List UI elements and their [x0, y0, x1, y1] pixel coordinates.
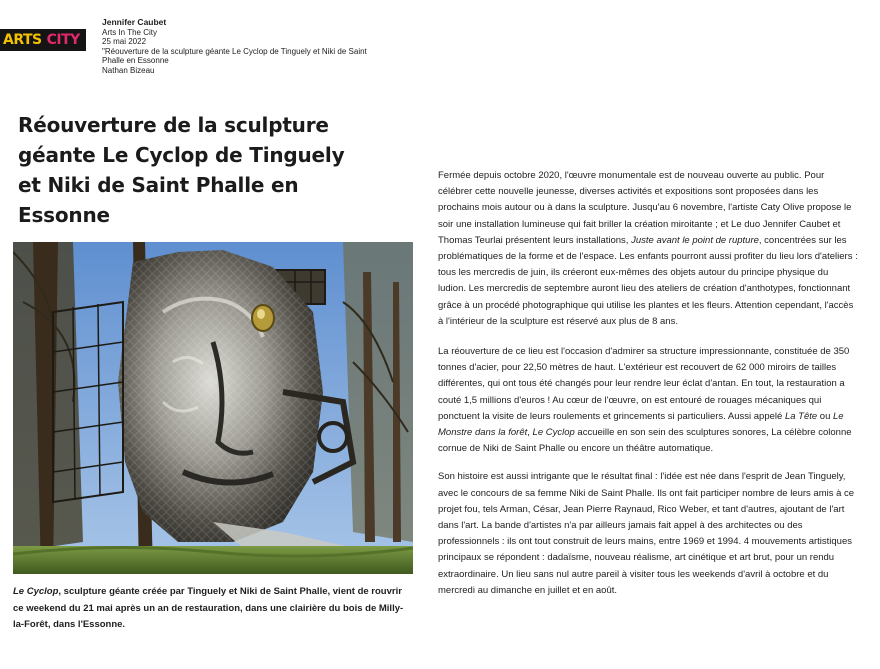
brand-logo-city: CITY	[46, 32, 80, 48]
p2-text-b: ou	[817, 410, 834, 422]
photo-caption	[13, 584, 413, 634]
cyclop-sculpture-photo	[13, 242, 413, 574]
p2-text-c: ,	[527, 427, 533, 439]
brand-logo	[0, 29, 86, 51]
author-name: Jennifer Caubet	[102, 17, 167, 27]
source-title: "Réouverture de la sculpture géante Le Cyclop de Tinguely et Niki de Saint Phalle en Essonne	[102, 46, 367, 66]
article-meta	[102, 18, 382, 76]
publication-name: Arts In The City	[102, 27, 157, 37]
article-paragraph-3: Son histoire est aussi intrigante que le résultat final : l'idée est née dans l'esprit de Jean Tinguely, avec le concours de sa femme Niki de Saint Phalle. Ils ont fait participer nombre de leurs amis à ce projet fou, tels Arman, César, Jean Pierre Raynaud, Rico Weber, et tant d'autres, ajoutant de l'art dans l'art. La bande d'artistes n'a par ailleurs jamais fait appel à des architectes ou des professionnels : ils ont tout construit de leurs mains, entre 1969 et 1994. 4 mouvements artistiques principaux se répondent : dadaïsme, nouveau réalisme, art cinétique et art brut, pour un rendu extraordinaire. Un lieu sans nul autre pareil à visiter tous les weekends d'avril à octobre et du mercredi au dimanche en juillet et en août.	[438, 471, 855, 596]
article-body	[438, 168, 858, 599]
brand-logo-arts: ARTS	[3, 32, 42, 48]
article-paragraph-2	[438, 344, 858, 457]
p2-text-a: La réouverture de ce lieu est l'occasion d'admirer sa structure impressionnante, constituée de 350 tonnes d'acier, pour 22,50 mètres de haut. L'extérieur est recouvert de 62 000 miroirs de tailles différentes, qui ont tous été changés pour leur rendre leur éclat d'antan. En tout, la restauration a couté 1,5 millions d'euros ! Au cœur de l'œuvre, on est entouré de rouages mécaniques qui ponctuent la visite de leurs roulements et grincements si particuliers. Aussi appelé	[438, 346, 850, 422]
photographer-name: Nathan Bizeau	[102, 65, 155, 75]
p1-text-a: Fermée depuis octobre 2020, l'œuvre monumentale est de nouveau ouverte au public. Pour célébrer cette nouvelle jeunesse, diverses activités et expositions sont proposées dans les prochains mois autour ou à dans la sculpture. Jusqu'au 6 novembre, l'artiste Caty Olive propose le soir une installation lumineuse qui fait briller la création miroitante ; et Le duo Jennifer Caubet et Thomas Teurlai présentent leurs installations,	[438, 170, 852, 246]
page-title: Réouverture de la sculpture géante Le Cyclop de Tinguely et Niki de Saint Phalle en Essonne	[18, 113, 345, 227]
publication-date: 25 mai 2022	[102, 37, 147, 47]
p2-alias-2: Le Monstre dans la forêt	[438, 410, 844, 439]
caption-text: , sculpture géante créée par Tinguely et Niki de Saint Phalle, vient de rouvrir ce weekend du 21 mai après un an de restauration, dans une clairière du bois de Milly-la-Forêt, dans l'Essonne.	[13, 586, 404, 630]
caption-work-title: Le Cyclop	[13, 586, 59, 597]
article-paragraph-1	[438, 168, 858, 332]
p1-text-b: , concentrées sur les problématiques de la forme et de l'espace. Les enfants pourront aussi profiter du lieu lors d'ateliers : tous les mercredis de juin, ils créeront eux-mêmes des objets autour du principe physique du ludion. Les mercredis de septembre auront lieu des ateliers de création d'anthotypes, fonctionnant grâce à un procédé photographique qui utilise les plantes et les fleurs. Attention cependant, l'accès à l'intérieur de la sculpture est réservé aux plus de 8 ans.	[438, 234, 858, 327]
p2-alias-1: La Tête	[784, 410, 818, 422]
p1-installation-title: Juste avant le point de rupture	[631, 234, 759, 246]
p2-work-title: Le Cyclop	[532, 427, 575, 439]
p2-text-d: accueille en son sein des sculptures sonores, La célèbre colonne cornue de Niki de Saint Phalle ou encore un théâtre automatique.	[438, 427, 852, 455]
